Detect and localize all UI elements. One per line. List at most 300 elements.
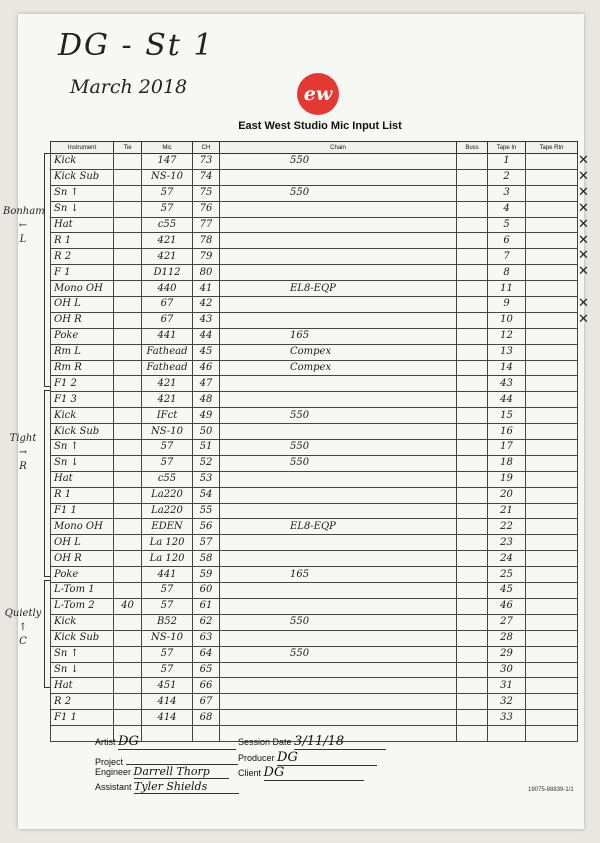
cell-tape-rtn (526, 265, 578, 281)
x-mark: ✕ (578, 263, 589, 279)
x-mark: ✕ (578, 247, 589, 263)
cell-buss (457, 217, 488, 233)
cell-buss (457, 598, 488, 614)
cell-ch: 52 (193, 455, 220, 471)
cell-tape-rtn (526, 249, 578, 265)
table-row (51, 392, 578, 408)
cell-mic: c55 (142, 471, 193, 487)
cell-buss (457, 694, 488, 710)
cell-tape-rtn (526, 567, 578, 583)
cell-tape-rtn (526, 360, 578, 376)
producer-field (238, 750, 377, 766)
cell-instrument: OH L (51, 535, 114, 551)
col-header-buss: Buss (457, 142, 488, 154)
cell-tape-in: 11 (488, 281, 526, 297)
cell-ch: 76 (193, 201, 220, 217)
cell-instrument: Kick (51, 154, 114, 170)
cell-buss (457, 567, 488, 583)
cell-mic: 57 (142, 455, 193, 471)
cell-instrument: L-Tom 2 (51, 598, 114, 614)
table-header-row (51, 142, 578, 154)
cell-chain: EL8-EQP (220, 519, 457, 535)
cell-tie (114, 185, 142, 201)
cell-buss (457, 630, 488, 646)
cell-chain (220, 233, 457, 249)
cell-ch: 66 (193, 678, 220, 694)
col-header-instrument: Instrument (51, 142, 114, 154)
cell-chain (220, 487, 457, 503)
cell-chain (220, 169, 457, 185)
cell-instrument: OH R (51, 551, 114, 567)
cell-chain: 165 (220, 328, 457, 344)
cell-ch: 51 (193, 440, 220, 456)
cell-tie (114, 662, 142, 678)
cell-tape-rtn (526, 471, 578, 487)
cell-ch: 56 (193, 519, 220, 535)
cell-tape-rtn (526, 312, 578, 328)
cell-tie (114, 567, 142, 583)
cell-tape-in: 12 (488, 328, 526, 344)
cell-tape-rtn (526, 726, 578, 742)
cell-buss (457, 440, 488, 456)
cell-tie (114, 614, 142, 630)
table-row (51, 646, 578, 662)
table-body (51, 154, 578, 742)
cell-chain (220, 297, 457, 313)
cell-tape-in: 1 (488, 154, 526, 170)
assistant-value: Tyler Shields (134, 780, 239, 794)
cell-instrument: Mono OH (51, 281, 114, 297)
cell-mic: 441 (142, 328, 193, 344)
cell-ch: 64 (193, 646, 220, 662)
table-row (51, 281, 578, 297)
cell-instrument: Rm L (51, 344, 114, 360)
cell-buss (457, 535, 488, 551)
cell-ch: 61 (193, 598, 220, 614)
table-row (51, 471, 578, 487)
cell-tape-in: 46 (488, 598, 526, 614)
cell-tie (114, 376, 142, 392)
cell-mic: Fathead (142, 360, 193, 376)
cell-chain (220, 265, 457, 281)
cell-tape-in: 20 (488, 487, 526, 503)
session-date-value: 3/11/18 (294, 734, 386, 750)
cell-tie (114, 424, 142, 440)
assistant-field (95, 780, 239, 794)
cell-buss (457, 154, 488, 170)
cell-buss (457, 424, 488, 440)
cell-tie (114, 471, 142, 487)
cell-buss (457, 646, 488, 662)
cell-instrument: Kick Sub (51, 169, 114, 185)
table-row (51, 551, 578, 567)
cell-tape-in: 43 (488, 376, 526, 392)
cell-buss (457, 376, 488, 392)
cell-tie (114, 249, 142, 265)
cell-mic: D112 (142, 265, 193, 281)
assistant-label: Assistant (95, 782, 132, 792)
cell-tape-rtn (526, 233, 578, 249)
x-mark: ✕ (578, 199, 589, 215)
x-mark: ✕ (578, 231, 589, 247)
cell-ch: 44 (193, 328, 220, 344)
cell-ch: 49 (193, 408, 220, 424)
engineer-label: Engineer (95, 767, 132, 777)
cell-mic: 414 (142, 710, 193, 726)
cell-tape-in: 6 (488, 233, 526, 249)
producer-value: DG (277, 750, 377, 766)
table-row (51, 678, 578, 694)
cell-tie (114, 201, 142, 217)
artist-value: DG (118, 734, 236, 750)
cell-buss (457, 297, 488, 313)
table-row (51, 662, 578, 678)
cell-buss (457, 201, 488, 217)
cell-chain (220, 710, 457, 726)
col-header-mic: Mic (142, 142, 193, 154)
document-id: 19075-88839-1/1 (528, 787, 574, 793)
cell-tape-in: 29 (488, 646, 526, 662)
col-header-tape-in: Tape In (488, 142, 526, 154)
cell-ch: 68 (193, 710, 220, 726)
cell-tape-in: 14 (488, 360, 526, 376)
cell-tape-rtn (526, 678, 578, 694)
cell-instrument: OH L (51, 297, 114, 313)
cell-tie (114, 455, 142, 471)
cell-tie (114, 217, 142, 233)
cell-tie: 40 (114, 598, 142, 614)
cell-instrument: R 1 (51, 233, 114, 249)
cell-chain: 550 (220, 614, 457, 630)
table-row (51, 344, 578, 360)
cell-tie (114, 312, 142, 328)
cell-ch: 65 (193, 662, 220, 678)
cell-chain (220, 551, 457, 567)
cell-tie (114, 360, 142, 376)
cell-chain: 550 (220, 408, 457, 424)
cell-mic: La220 (142, 503, 193, 519)
cell-tape-rtn (526, 154, 578, 170)
cell-tape-rtn (526, 503, 578, 519)
cell-ch: 42 (193, 297, 220, 313)
table-row (51, 297, 578, 313)
table-row (51, 614, 578, 630)
cell-instrument: L-Tom 1 (51, 583, 114, 599)
cell-mic: NS-10 (142, 169, 193, 185)
table-row (51, 455, 578, 471)
cell-mic: 414 (142, 694, 193, 710)
cell-tape-rtn (526, 630, 578, 646)
mic-input-table (50, 141, 578, 742)
cell-chain (220, 678, 457, 694)
cell-tie (114, 551, 142, 567)
table-row (51, 583, 578, 599)
cell-mic: 57 (142, 185, 193, 201)
cell-ch: 46 (193, 360, 220, 376)
cell-ch: 58 (193, 551, 220, 567)
cell-buss (457, 265, 488, 281)
table-row (51, 535, 578, 551)
form-title: East West Studio Mic Input List (238, 120, 402, 132)
col-header-ch: CH (193, 142, 220, 154)
cell-tie (114, 503, 142, 519)
cell-tape-rtn (526, 344, 578, 360)
cell-instrument: Mono OH (51, 519, 114, 535)
cell-tie (114, 487, 142, 503)
table-row (51, 424, 578, 440)
cell-tape-rtn (526, 662, 578, 678)
cell-instrument: Kick Sub (51, 424, 114, 440)
cell-tie (114, 694, 142, 710)
group-bracket-3 (44, 580, 50, 688)
handwritten-date: March 2018 (70, 76, 188, 98)
cell-buss (457, 312, 488, 328)
cell-mic: La220 (142, 487, 193, 503)
client-value: DG (264, 765, 364, 781)
margin-note-bonham: Bonham ← L (3, 206, 45, 245)
margin-note-tight: Tight → R (9, 433, 37, 472)
cell-ch: 54 (193, 487, 220, 503)
engineer-field (95, 765, 229, 779)
cell-tie (114, 328, 142, 344)
cell-buss (457, 344, 488, 360)
cell-chain: Compex (220, 344, 457, 360)
cell-tape-in: 32 (488, 694, 526, 710)
cell-tape-rtn (526, 583, 578, 599)
cell-chain (220, 201, 457, 217)
cell-tape-in: 25 (488, 567, 526, 583)
group-bracket-1 (44, 153, 50, 387)
cell-buss (457, 710, 488, 726)
table-row (51, 567, 578, 583)
cell-ch: 79 (193, 249, 220, 265)
table-row (51, 408, 578, 424)
cell-buss (457, 614, 488, 630)
producer-label: Producer (238, 753, 275, 763)
cell-buss (457, 169, 488, 185)
cell-chain (220, 583, 457, 599)
cell-tape-rtn (526, 328, 578, 344)
cell-mic: 421 (142, 249, 193, 265)
client-label: Client (238, 768, 262, 778)
cell-instrument: Rm R (51, 360, 114, 376)
cell-tape-rtn (526, 201, 578, 217)
cell-tie (114, 519, 142, 535)
cell-tie (114, 154, 142, 170)
cell-instrument: Sn ↓ (51, 662, 114, 678)
cell-buss (457, 678, 488, 694)
cell-mic: 421 (142, 233, 193, 249)
cell-tie (114, 710, 142, 726)
cell-buss (457, 583, 488, 599)
col-header-chain: Chain (220, 142, 457, 154)
group-bracket-2 (44, 390, 50, 577)
cell-ch: 62 (193, 614, 220, 630)
cell-instrument: F 1 (51, 265, 114, 281)
cell-mic: 57 (142, 598, 193, 614)
cell-tie (114, 281, 142, 297)
cell-ch: 74 (193, 169, 220, 185)
cell-tape-rtn (526, 297, 578, 313)
cell-buss (457, 551, 488, 567)
cell-buss (457, 471, 488, 487)
cell-chain (220, 376, 457, 392)
cell-tape-in: 23 (488, 535, 526, 551)
cell-mic: 441 (142, 567, 193, 583)
cell-tape-rtn (526, 392, 578, 408)
table-row (51, 519, 578, 535)
cell-mic: EDEN (142, 519, 193, 535)
cell-mic: 57 (142, 646, 193, 662)
cell-chain: 550 (220, 440, 457, 456)
cell-ch: 73 (193, 154, 220, 170)
cell-tie (114, 408, 142, 424)
table-row (51, 185, 578, 201)
cell-tape-rtn (526, 440, 578, 456)
cell-mic: IFct (142, 408, 193, 424)
cell-chain: Compex (220, 360, 457, 376)
cell-instrument: R 2 (51, 694, 114, 710)
table-row (51, 312, 578, 328)
cell-instrument: Sn ↑ (51, 185, 114, 201)
cell-mic: 57 (142, 662, 193, 678)
artist-field (95, 734, 236, 750)
cell-mic: 421 (142, 392, 193, 408)
cell-ch: 77 (193, 217, 220, 233)
table-row (51, 201, 578, 217)
cell-instrument: R 1 (51, 487, 114, 503)
cell-tie (114, 630, 142, 646)
cell-tape-in: 31 (488, 678, 526, 694)
cell-ch: 48 (193, 392, 220, 408)
cell-tape-in: 13 (488, 344, 526, 360)
cell-instrument: Kick (51, 408, 114, 424)
cell-ch: 43 (193, 312, 220, 328)
table-row (51, 360, 578, 376)
x-mark: ✕ (578, 183, 589, 199)
cell-instrument: OH R (51, 312, 114, 328)
cell-mic: 67 (142, 297, 193, 313)
cell-ch: 80 (193, 265, 220, 281)
cell-tie (114, 678, 142, 694)
cell-tape-in: 4 (488, 201, 526, 217)
col-header-tape-rtn: Tape Rtn (526, 142, 578, 154)
cell-mic: B52 (142, 614, 193, 630)
client-field (238, 765, 364, 781)
cell-tie (114, 169, 142, 185)
cell-ch: 47 (193, 376, 220, 392)
table-row (51, 694, 578, 710)
cell-tape-in: 33 (488, 710, 526, 726)
cell-instrument: Sn ↓ (51, 201, 114, 217)
cell-tape-in: 24 (488, 551, 526, 567)
cell-buss (457, 328, 488, 344)
cell-buss (457, 519, 488, 535)
cell-instrument: F1 2 (51, 376, 114, 392)
handwritten-title: DG - St 1 (58, 28, 215, 63)
cell-instrument: Sn ↑ (51, 646, 114, 662)
table-row (51, 440, 578, 456)
cell-buss (457, 726, 488, 742)
cell-tie (114, 265, 142, 281)
cell-tape-rtn (526, 408, 578, 424)
cell-tape-in: 7 (488, 249, 526, 265)
cell-tape-in: 44 (488, 392, 526, 408)
x-mark: ✕ (578, 311, 589, 326)
cell-mic: 67 (142, 312, 193, 328)
cell-tape-in: 9 (488, 297, 526, 313)
engineer-value: Darrell Thorp (134, 765, 229, 779)
cell-ch: 60 (193, 583, 220, 599)
cell-ch: 45 (193, 344, 220, 360)
eastwest-logo: ew (297, 73, 339, 115)
cell-tape-in: 2 (488, 169, 526, 185)
cell-tape-rtn (526, 487, 578, 503)
cell-tape-in: 8 (488, 265, 526, 281)
cell-chain (220, 503, 457, 519)
cell-chain (220, 535, 457, 551)
cell-buss (457, 249, 488, 265)
cell-instrument: Poke (51, 567, 114, 583)
cell-chain (220, 312, 457, 328)
table-row (51, 630, 578, 646)
cell-instrument: R 2 (51, 249, 114, 265)
cell-tie (114, 583, 142, 599)
cell-tape-rtn (526, 535, 578, 551)
table-row (51, 503, 578, 519)
cell-tie (114, 392, 142, 408)
cell-tape-in: 15 (488, 408, 526, 424)
cell-tape-in (488, 726, 526, 742)
cell-tape-rtn (526, 710, 578, 726)
cell-mic: c55 (142, 217, 193, 233)
cell-tape-rtn (526, 598, 578, 614)
cell-buss (457, 185, 488, 201)
cell-mic: 451 (142, 678, 193, 694)
cell-tape-in: 45 (488, 583, 526, 599)
table-row (51, 328, 578, 344)
table-row (51, 217, 578, 233)
cell-tape-rtn (526, 614, 578, 630)
cell-instrument: Hat (51, 678, 114, 694)
cell-instrument: Poke (51, 328, 114, 344)
cell-mic: 57 (142, 583, 193, 599)
cell-chain: 550 (220, 455, 457, 471)
cell-tape-rtn (526, 424, 578, 440)
cell-tape-in: 27 (488, 614, 526, 630)
cell-tape-rtn (526, 694, 578, 710)
cell-buss (457, 392, 488, 408)
cell-buss (457, 487, 488, 503)
table-row (51, 376, 578, 392)
cell-tape-in: 22 (488, 519, 526, 535)
cell-instrument: Sn ↓ (51, 455, 114, 471)
cell-chain (220, 217, 457, 233)
table-row (51, 154, 578, 170)
cell-tie (114, 233, 142, 249)
cell-chain: 550 (220, 154, 457, 170)
cell-tape-in: 17 (488, 440, 526, 456)
x-mark: ✕ (578, 167, 589, 183)
x-mark: ✕ (578, 215, 589, 231)
cell-instrument: F1 3 (51, 392, 114, 408)
cell-ch: 59 (193, 567, 220, 583)
cell-tape-in: 5 (488, 217, 526, 233)
x-mark: ✕ (578, 295, 589, 311)
cell-mic: La 120 (142, 551, 193, 567)
table-row (51, 169, 578, 185)
cell-tie (114, 297, 142, 313)
